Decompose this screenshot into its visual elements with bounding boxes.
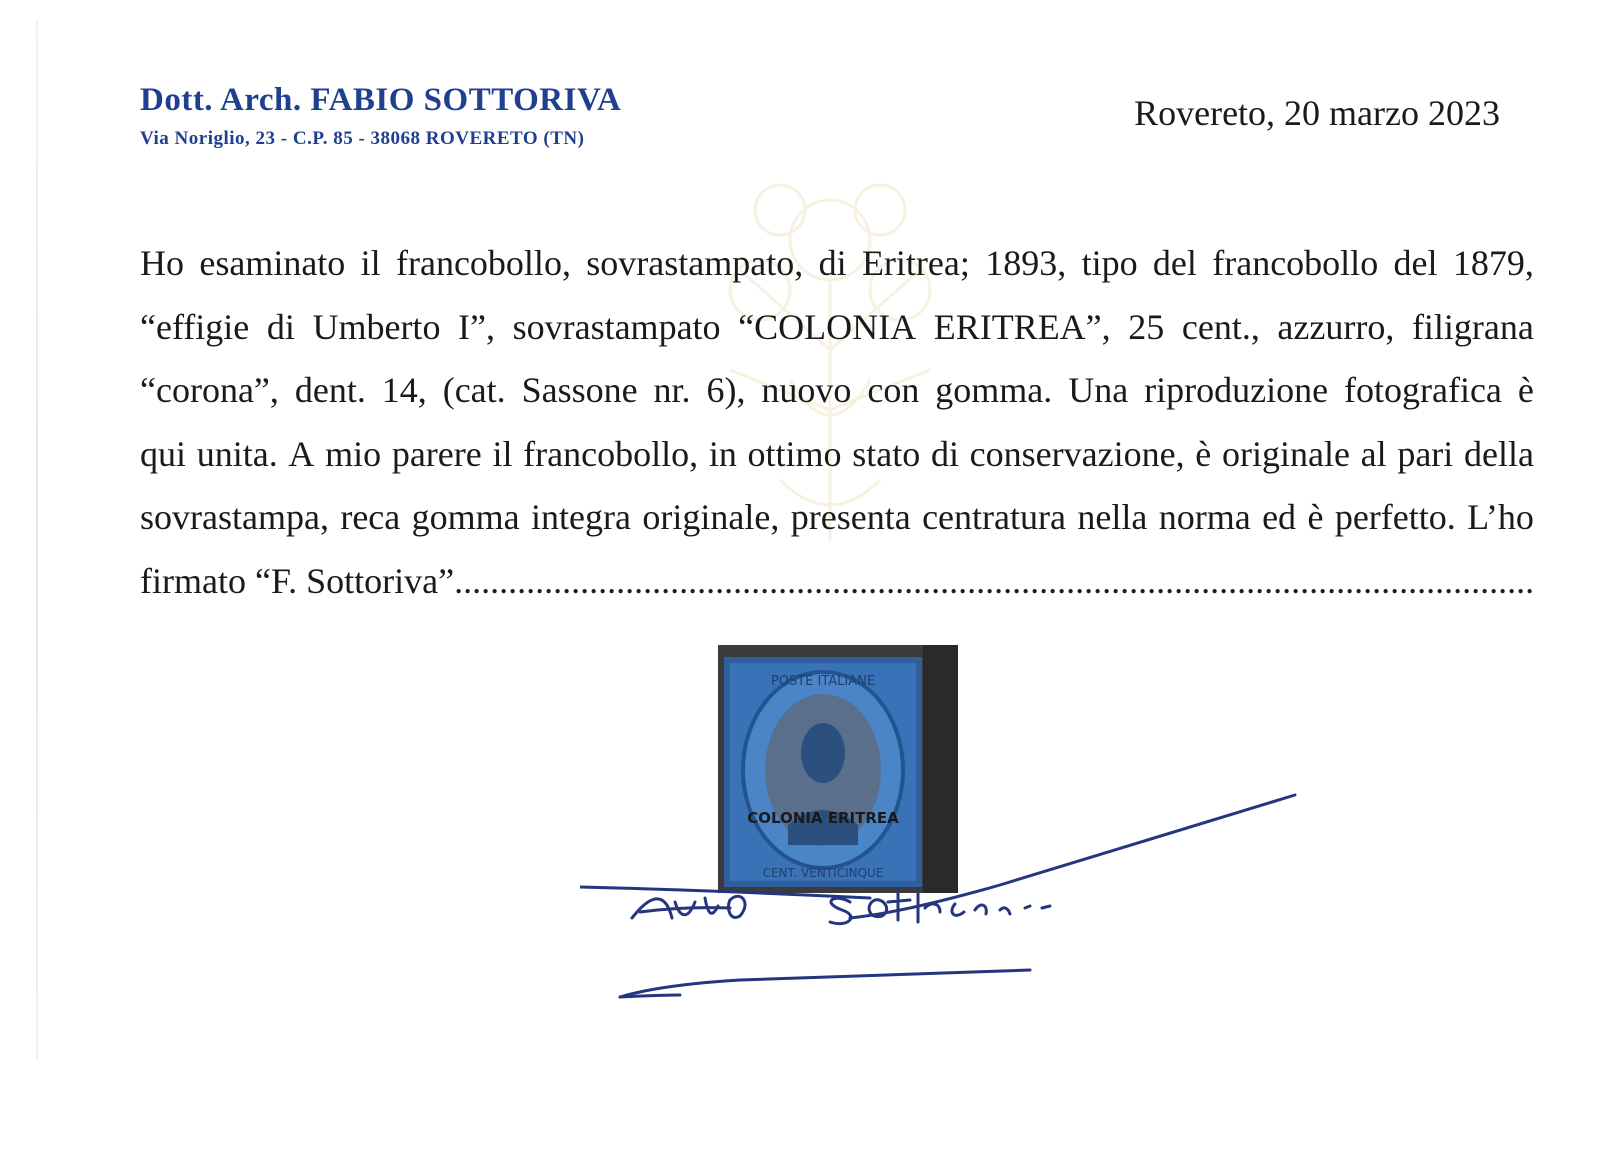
certificate-line: sovrastampa, reca gomma integra originale, presenta centratura nella norma ed è perfetto. L’ho	[140, 497, 1534, 537]
issuer-name: Dott. Arch. FABIO SOTTORIVA	[140, 82, 622, 118]
certificate-text	[140, 232, 1534, 613]
signed-note: firmato “F. Sottoriva”	[140, 560, 455, 601]
certificate-line: “corona”, dent. 14, (cat. Sassone nr. 6), nuovo con gomma. Una riproduzione fotografica è	[140, 370, 1534, 410]
dotted-leader	[454, 550, 1534, 614]
stamp-overprint: COLONIA ERITREA	[747, 809, 899, 827]
signature-text: Fabio Sottoriva	[580, 790, 587, 791]
stamp-top-text: POSTE ITALIANE	[770, 674, 876, 689]
issuer-address: Via Noriglio, 23 - C.P. 85 - 38068 ROVERETO (TN)	[140, 128, 585, 149]
handwritten-signature-icon	[580, 790, 1330, 1030]
certificate-line-signed	[140, 550, 1534, 614]
scan-edge	[36, 20, 38, 1060]
stamp-bottom-text: CENT. VENTICINQUE	[762, 866, 884, 880]
certificate-line: Ho esaminato il francobollo, sovrastampato, di Eritrea; 1893, tipo del francobollo del 1879,	[140, 243, 1534, 283]
certificate-line: “effigie di Umberto I”, sovrastampato “COLONIA ERITREA”, 25 cent., azzurro, filigrana	[140, 306, 1534, 347]
certificate-line: qui unita. A mio parere il francobollo, in ottimo stato di conservazione, è originale al pari della	[140, 433, 1534, 474]
place-date: Rovereto, 20 marzo 2023	[1134, 93, 1500, 133]
